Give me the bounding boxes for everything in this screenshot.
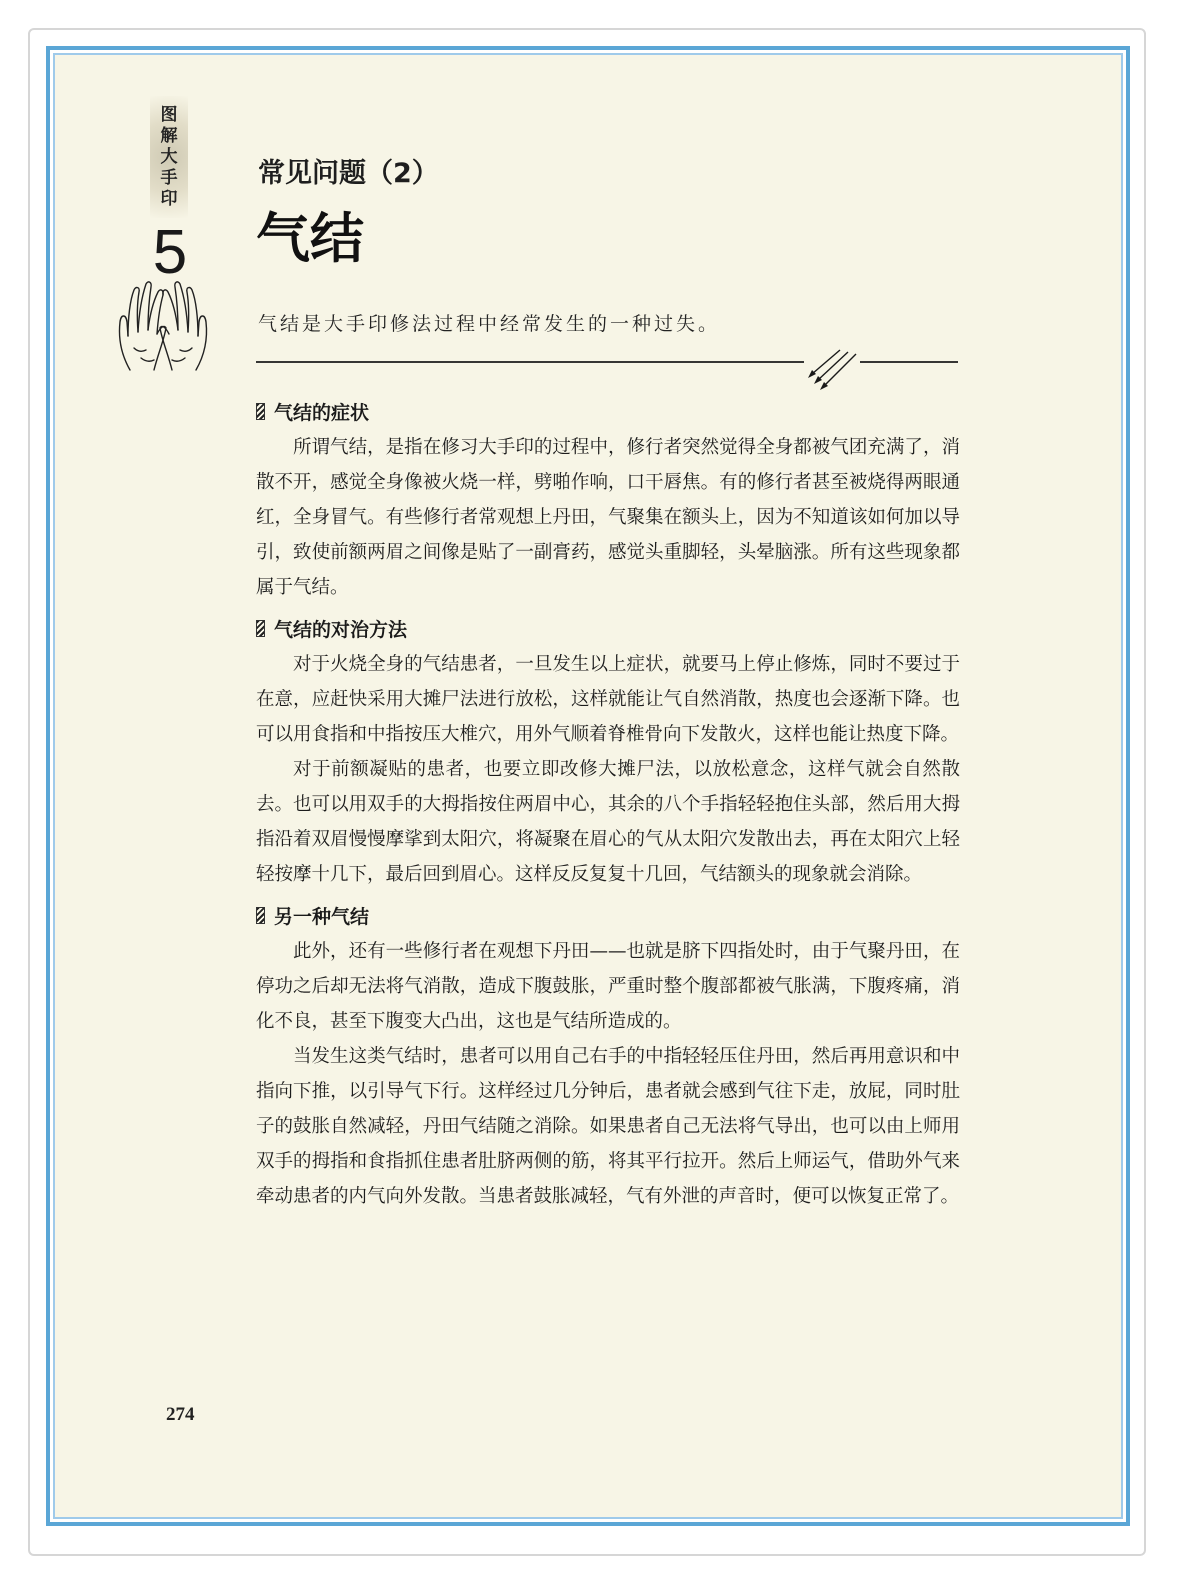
book-title-char: 印: [160, 188, 178, 209]
arrow-divider: [256, 344, 958, 390]
body-paragraph: 对于火烧全身的气结患者，一旦发生以上症状，就要马上停止修炼，同时不要过于在意，应赶快采用大摊尸法进行放松，这样就能让气自然消散，热度也会逐渐下降。也可以用食指和中指按压大椎穴，用外气顺着脊椎骨向下发散火，这样也能让热度下降。: [256, 654, 960, 745]
body-paragraph: 当发生这类气结时，患者可以用自己右手的中指轻轻压住丹田，然后再用意识和中指向下推，以引导气下行。这样经过几分钟后，患者就会感到气往下走，放屁，同时肚子的鼓胀自然减轻，丹田气结随之消除。如果患者自己无法将气导出，也可以由上师用双手的拇指和食指抓住患者肚脐两侧的筋，将其平行拉开。然后上师运气，借助外气来牵动患者的内气向外发散。当患者鼓胀减轻，气有外泄的声音时，便可以恢复正常了。: [256, 1046, 960, 1207]
section-heading-text: 气结的对治方法: [274, 618, 408, 641]
body-paragraph: 所谓气结，是指在修习大手印的过程中，修行者突然觉得全身都被气团充满了，消散不开，感觉全身像被火烧一样，劈啪作响，口干唇焦。有的修行者甚至被烧得两眼通红，全身冒气。有些修行者常观想上丹田，气聚集在额头上，因为不知道该如何加以导引，致使前额两眉之间像是贴了一副膏药，感觉头重脚轻，头晕脑涨。所有这些现象都属于气结。: [256, 437, 960, 598]
section-heading-text: 气结的症状: [274, 401, 370, 424]
mudra-hands-illustration: [108, 278, 218, 374]
book-title-char: 解: [160, 125, 178, 146]
section-marker-icon: [256, 907, 265, 924]
book-title-char: 图: [160, 104, 178, 125]
section-heading-text: 另一种气结: [274, 905, 370, 928]
article-body: [256, 392, 960, 1214]
book-title-char: 大: [160, 146, 178, 167]
chapter-number: 5: [152, 218, 188, 287]
section-heading: [256, 609, 960, 647]
intro-text: 气结是大手印修法过程中经常发生的一种过失。: [258, 313, 721, 335]
section-heading: [256, 392, 960, 430]
body-paragraph: 对于前额凝贴的患者，也要立即改修大摊尸法，以放松意念，这样气就会自然散去。也可以用双手的大拇指按住两眉中心，其余的八个手指轻轻抱住头部，然后用大拇指沿着双眉慢慢摩挲到太阳穴，将凝聚在眉心的气从太阳穴发散出去，再在太阳穴上轻轻按摩十几下，最后回到眉心。这样反反复复十几回，气结额头的现象就会消除。: [256, 759, 960, 885]
section-subtitle: 常见问题（2）: [258, 158, 439, 189]
book-title-char: 手: [160, 167, 178, 188]
page-number: 274: [166, 1404, 195, 1425]
body-paragraph: 此外，还有一些修行者在观想下丹田——也就是脐下四指处时，由于气聚丹田，在停功之后却无法将气消散，造成下腹鼓胀，严重时整个腹部都被气胀满，下腹疼痛，消化不良，甚至下腹变大凸出，这也是气结所造成的。: [256, 941, 960, 1032]
book-title-vertical: [150, 96, 188, 218]
page-title: 气结: [256, 207, 364, 270]
section-marker-icon: [256, 620, 265, 637]
section-heading: [256, 896, 960, 934]
section-marker-icon: [256, 403, 265, 420]
